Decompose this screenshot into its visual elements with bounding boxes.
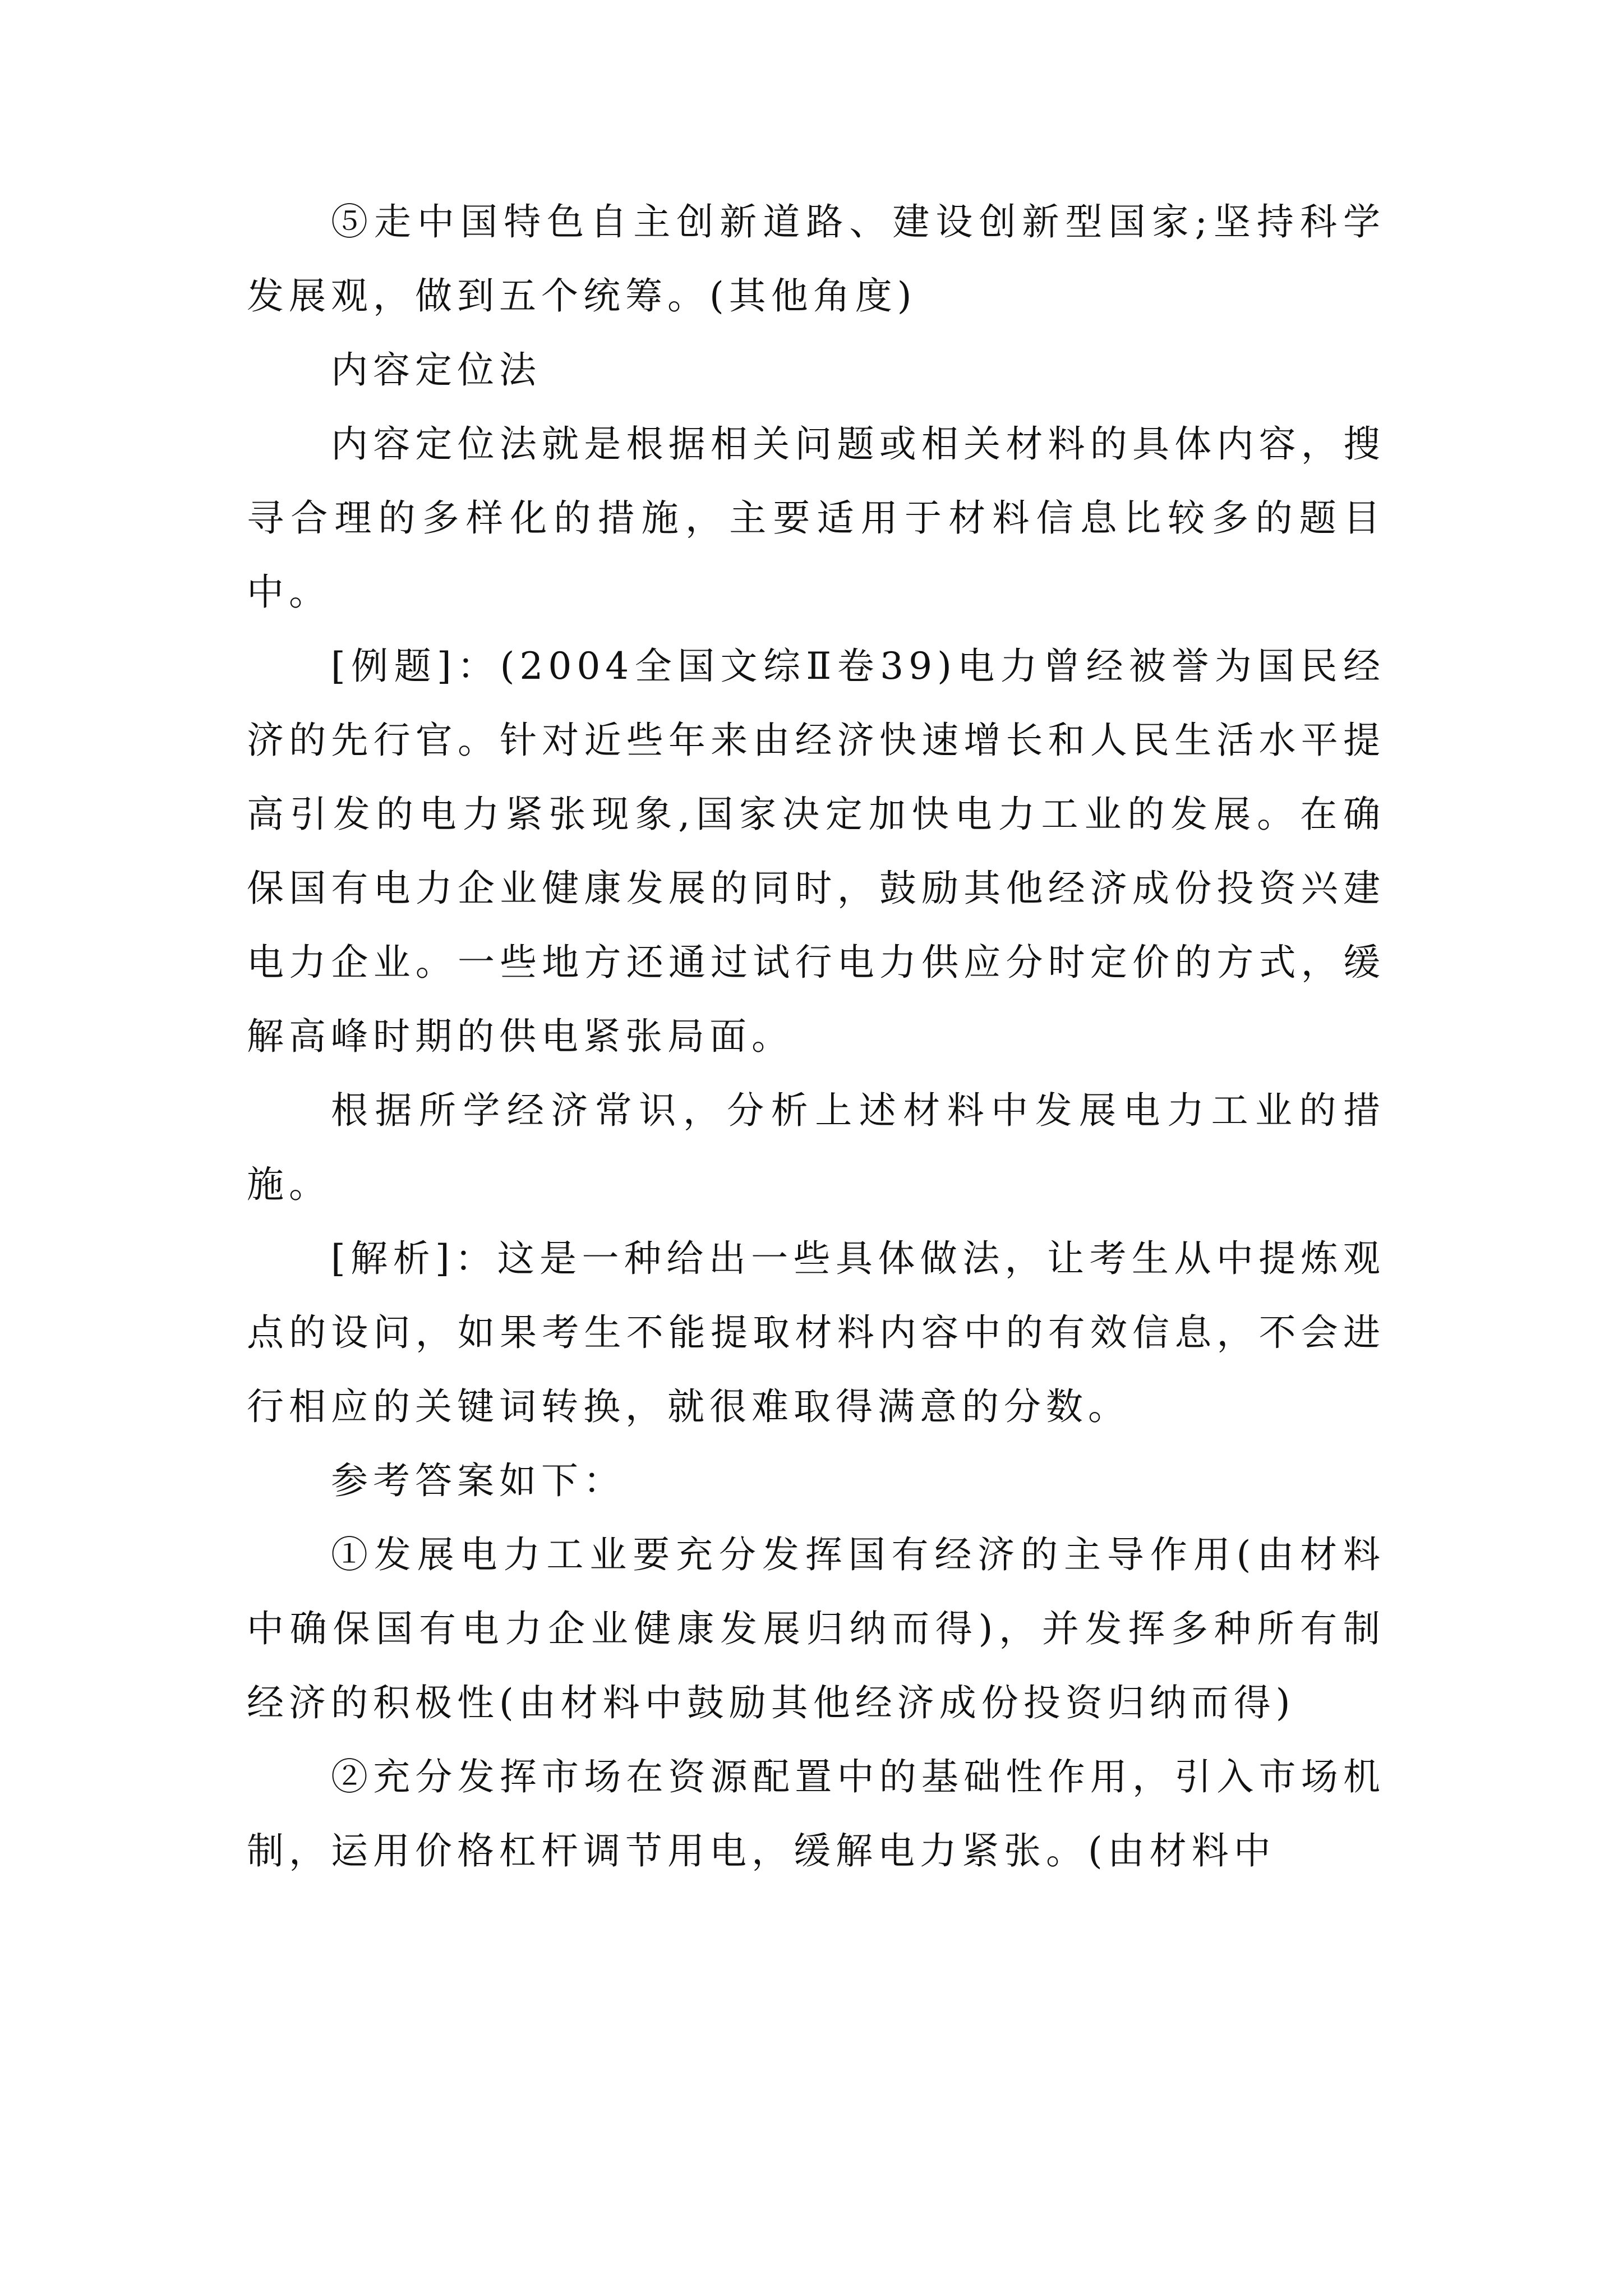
paragraph-analysis: [解析]：这是一种给出一些具体做法，让考生从中提炼观点的设问，如果考生不能提取材料内容中的有效信息，不会进行相应的关键词转换，就很难取得满意的分数。: [247, 1237, 1385, 1428]
paragraph-answer-2: ②充分发挥市场在资源配置中的基础性作用，引入市场机制，运用价格杠杆调节用电，缓解电力紧张。(由材料中: [247, 1755, 1385, 1872]
paragraph-method-definition: 内容定位法就是根据相关问题或相关材料的具体内容，搜寻合理的多样化的措施，主要适用于材料信息比较多的题目中。: [247, 422, 1385, 614]
paragraph-answer-1: ①发展电力工业要充分发挥国有经济的主导作用(由材料中确保国有电力企业健康发展归纳而得)，并发挥多种所有制经济的积极性(由材料中鼓励其他经济成份投资归纳而得): [247, 1533, 1385, 1724]
paragraph-question: 根据所学经济常识，分析上述材料中发展电力工业的措施。: [247, 1089, 1385, 1206]
section-heading: 内容定位法: [331, 348, 541, 392]
paragraph-example: [例题]：(2004全国文综Ⅱ卷39)电力曾经被誉为国民经济的先行官。针对近些年来由经济快速增长和人民生活水平提高引发的电力紧张现象,国家决定加快电力工业的发展。在确保国有电力企业健康发展的同时，鼓励其他经济成份投资兴建电力企业。一些地方还通过试行电力供应分时定价的方式，缓解高峰时期的供电紧张局面。: [247, 645, 1385, 1058]
paragraph-answer-intro: 参考答案如下：: [331, 1459, 625, 1502]
text-column: [247, 185, 1385, 1888]
paragraph-point-5: ⑤走中国特色自主创新道路、建设创新型国家;坚持科学发展观，做到五个统筹。(其他角度): [247, 200, 1385, 318]
